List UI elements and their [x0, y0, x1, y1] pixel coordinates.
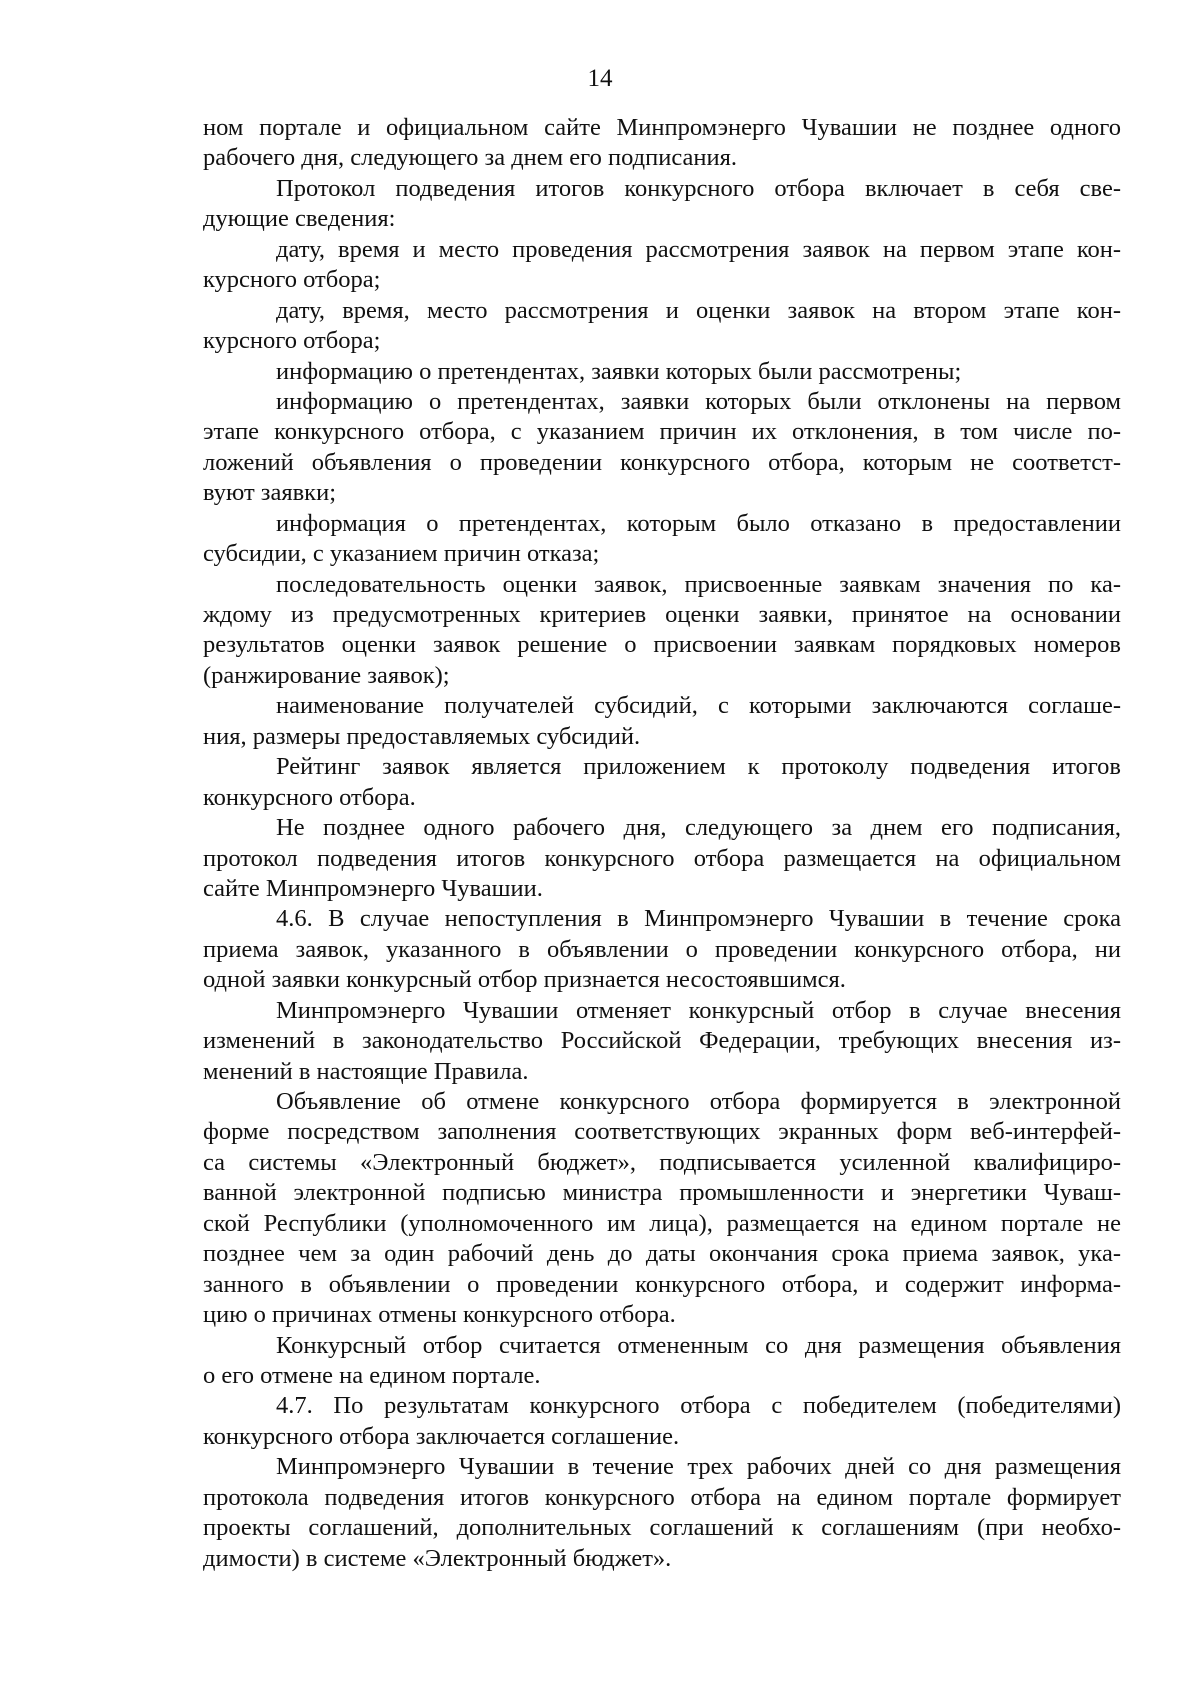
- text-line: о его отмене на едином портале.: [203, 1361, 541, 1389]
- text-line: протокола подведения итогов конкурсного отбора на едином портале формирует: [203, 1483, 1121, 1511]
- text-line: дату, время, место рассмотрения и оценки заявок на втором этапе кон-: [276, 296, 1121, 324]
- page-number: 14: [587, 65, 613, 92]
- text-line: Конкурсный отбор считается отмененным со дня размещения объявления: [276, 1331, 1121, 1359]
- text-line: 4.7. По результатам конкурсного отбора с победителем (победителями): [276, 1392, 1121, 1420]
- text-line: результатов оценки заявок решение о присвоении заявкам порядковых номеров: [203, 631, 1121, 659]
- text-line: дующие сведения:: [203, 205, 396, 233]
- text-line: изменений в законодательство Российской Федерации, требующих внесения из-: [203, 1027, 1121, 1055]
- text-line: субсидии, с указанием причин отказа;: [203, 540, 600, 568]
- text-line: одной заявки конкурсный отбор признается несостоявшимся.: [203, 966, 846, 994]
- text-line: ном портале и официальном сайте Минпромэнерго Чувашии не позднее одного: [203, 114, 1121, 141]
- text-line: Объявление об отмене конкурсного отбора формируется в электронной: [276, 1088, 1121, 1115]
- text-line: вуют заявки;: [203, 479, 337, 507]
- text-line: занного в объявлении о проведении конкурсного отбора, и содержит информа-: [203, 1270, 1121, 1298]
- text-line: ждому из предусмотренных критериев оценки заявки, принятое на основании: [203, 601, 1121, 628]
- text-line: конкурсного отбора.: [203, 783, 416, 811]
- text-line: са системы «Электронный бюджет», подписывается усиленной квалифициро-: [203, 1148, 1121, 1176]
- text-line: информацию о претендентах, заявки которых были отклонены на первом: [276, 387, 1121, 415]
- text-line: 4.6. В случае непоступления в Минпромэнерго Чувашии в течение срока: [276, 905, 1121, 933]
- text-line: приема заявок, указанного в объявлении о проведении конкурсного отбора, ни: [203, 935, 1121, 963]
- text-line: информация о претендентах, которым было отказано в предоставлении: [276, 509, 1121, 537]
- document-body: [203, 113, 1121, 1574]
- text-line: сайте Минпромэнерго Чувашии.: [203, 874, 543, 902]
- text-line: ванной электронной подписью министра промышленности и энергетики Чуваш-: [203, 1179, 1121, 1207]
- text-line: рабочего дня, следующего за днем его подписания.: [203, 144, 737, 172]
- text-line: протокол подведения итогов конкурсного отбора размещается на официальном: [203, 844, 1121, 872]
- text-line: димости) в системе «Электронный бюджет».: [203, 1544, 672, 1572]
- text-line: форме посредством заполнения соответствующих экранных форм веб-интерфей-: [203, 1118, 1121, 1146]
- text-line: ской Республики (уполномоченного им лица), размещается на едином портале не: [203, 1209, 1121, 1237]
- text-line: Не позднее одного рабочего дня, следующего за днем его подписания,: [276, 814, 1121, 842]
- text-line: менений в настоящие Правила.: [203, 1057, 529, 1085]
- text-line: Рейтинг заявок является приложением к протоколу подведения итогов: [276, 753, 1121, 781]
- text-line: информацию о претендентах, заявки которых были рассмотрены;: [276, 357, 962, 385]
- text-line: наименование получателей субсидий, с которыми заключаются соглаше-: [276, 692, 1121, 720]
- text-line: (ранжирование заявок);: [203, 661, 450, 689]
- text-line: курсного отбора;: [203, 327, 381, 355]
- text-line: этапе конкурсного отбора, с указанием причин их отклонения, в том числе по-: [203, 418, 1121, 446]
- text-line: конкурсного отбора заключается соглашение.: [203, 1422, 680, 1450]
- text-line: Минпромэнерго Чувашии в течение трех рабочих дней со дня размещения: [276, 1453, 1121, 1481]
- text-line: ложений объявления о проведении конкурсного отбора, которым не соответст-: [203, 448, 1121, 476]
- text-line: последовательность оценки заявок, присвоенные заявкам значения по ка-: [276, 570, 1121, 598]
- text-line: дату, время и место проведения рассмотрения заявок на первом этапе кон-: [276, 235, 1121, 263]
- text-line: Протокол подведения итогов конкурсного отбора включает в себя све-: [276, 174, 1121, 202]
- text-line: проекты соглашений, дополнительных соглашений к соглашениям (при необхо-: [203, 1514, 1121, 1542]
- text-line: ния, размеры предоставляемых субсидий.: [203, 722, 641, 750]
- text-line: курсного отбора;: [203, 266, 381, 294]
- text-line: позднее чем за один рабочий день до даты окончания срока приема заявок, ука-: [203, 1240, 1121, 1268]
- text-line: цию о причинах отмены конкурсного отбора.: [203, 1301, 676, 1329]
- text-line: Минпромэнерго Чувашии отменяет конкурсный отбор в случае внесения: [276, 996, 1121, 1024]
